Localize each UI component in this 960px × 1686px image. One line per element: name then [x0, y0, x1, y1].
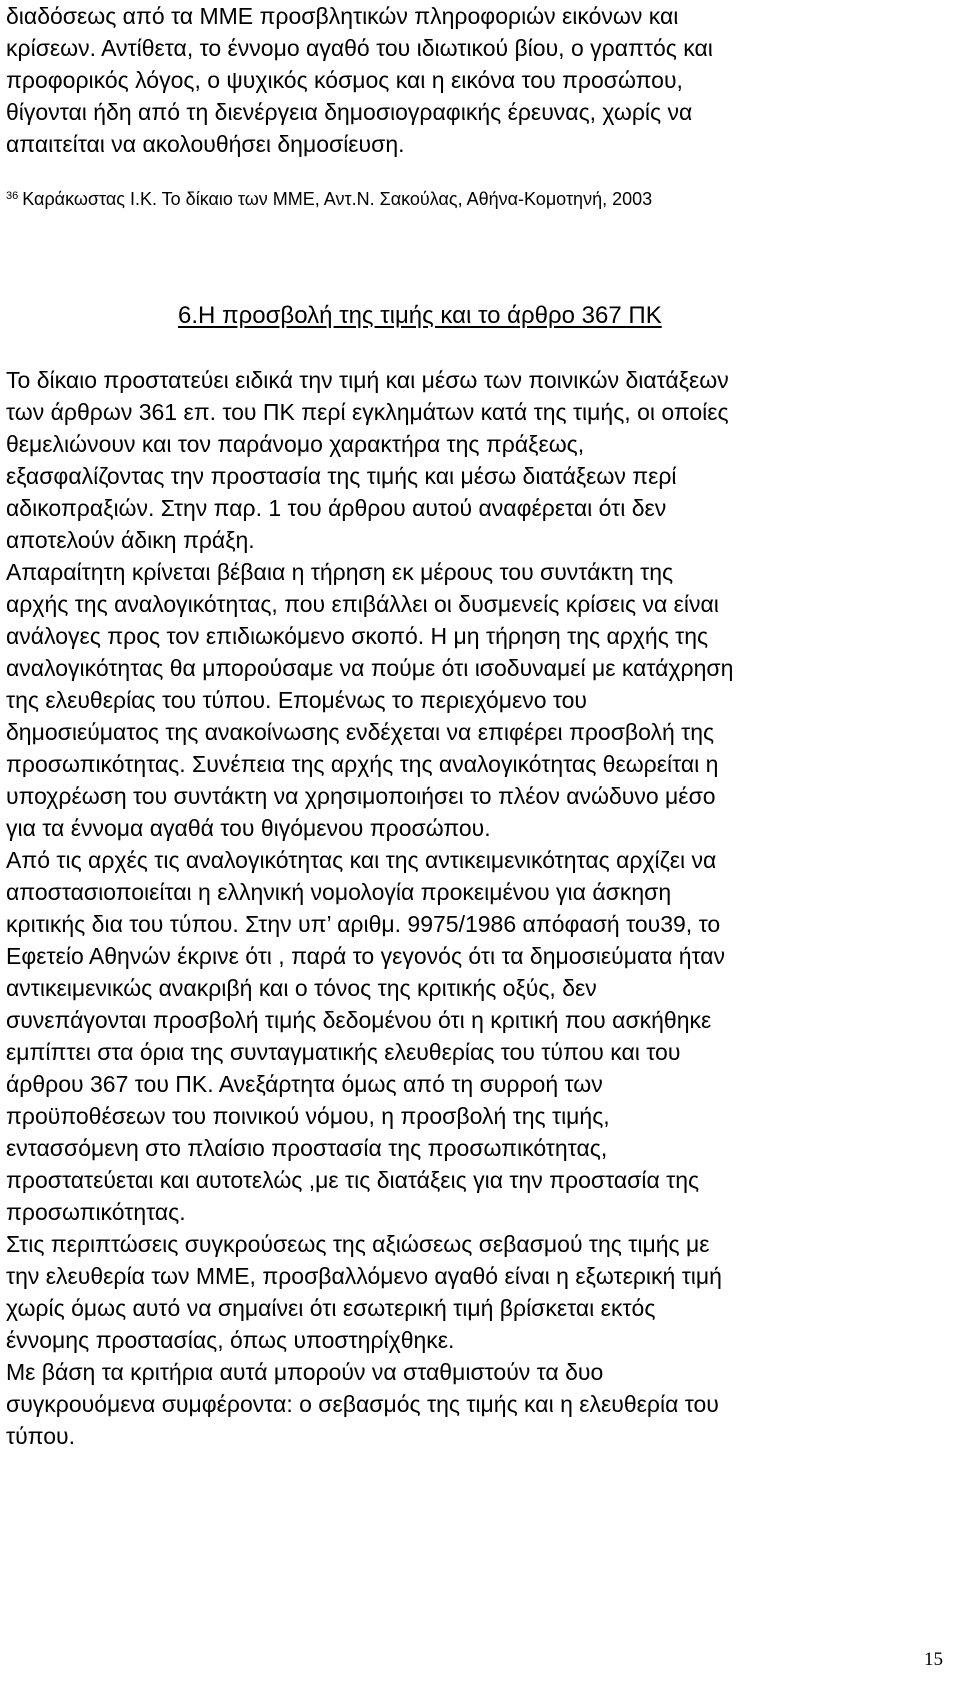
text-line: αποστασιοποιείται η ελληνική νομολογία προκειμένου για άσκηση	[6, 879, 672, 905]
text-line: προστατεύεται και αυτοτελώς ,με τις διατάξεις για την προστασία της	[6, 1167, 700, 1193]
section-heading: 6.Η προσβολή της τιμής και το άρθρο 367 ΠΚ	[178, 302, 662, 329]
text-line: προϋποθέσεων του ποινικού νόμου, η προσβολή της τιμής,	[6, 1103, 610, 1129]
text-line: αποτελούν άδικη πράξη.	[6, 527, 255, 553]
text-line: εξασφαλίζοντας την προστασία της τιμής και μέσω διατάξεων περί	[6, 463, 677, 489]
text-line: εμπίπτει στα όρια της συνταγματικής ελευθερίας του τύπου και του	[6, 1039, 681, 1065]
text-line: άρθρου 367 του ΠΚ. Ανεξάρτητα όμως από τη συρροή των	[6, 1071, 603, 1097]
text-line: της ελευθερίας του τύπου. Επομένως το περιεχόμενο του	[6, 687, 588, 713]
text-line: αναλογικότητας θα μπορούσαμε να πούμε ότι ισοδυναμεί με κατάχρηση	[6, 655, 734, 681]
text-line: συνεπάγονται προσβολή τιμής δεδομένου ότι η κριτική που ασκήθηκε	[6, 1007, 712, 1033]
text-line: ανάλογες προς τον επιδιωκόμενο σκοπό. Η μη τήρηση της αρχής της	[6, 623, 709, 649]
text-line: δημοσιεύματος της ανακοίνωσης ενδέχεται να επιφέρει προσβολή της	[6, 719, 715, 745]
footnote	[6, 186, 652, 212]
text-line: Με βάση τα κριτήρια αυτά μπορούν να σταθμιστούν τα δυο	[6, 1359, 604, 1385]
text-line: Απαραίτητη κρίνεται βέβαια η τήρηση εκ μέρους του συντάκτη της	[6, 559, 674, 585]
text-line: υποχρέωση του συντάκτη να χρησιμοποιήσει το πλέον ανώδυνο μέσο	[6, 783, 716, 809]
text-line: Στις περιπτώσεις συγκρούσεως της αξιώσεως σεβασμού της τιμής με	[6, 1231, 710, 1257]
text-line: για τα έννομα αγαθά του θιγόμενου προσώπου.	[6, 815, 491, 841]
text-line: κριτικής δια του τύπου. Στην υπ’ αριθμ. 9975/1986 απόφασή του39, το	[6, 911, 721, 937]
page-number: 15	[924, 1649, 943, 1670]
text-line: προφορικός λόγος, ο ψυχικός κόσμος και η εικόνα του προσώπου,	[6, 67, 683, 93]
text-line: συγκρουόμενα συμφέροντα: ο σεβασμός της τιμής και η ελευθερία του	[6, 1391, 719, 1417]
text-line: αδικοπραξιών. Στην παρ. 1 του άρθρου αυτού αναφέρεται ότι δεν	[6, 495, 667, 521]
text-line: τύπου.	[6, 1423, 75, 1449]
text-line: Εφετείο Αθηνών έκρινε ότι , παρά το γεγονός ότι τα δημοσιεύματα ήταν	[6, 943, 726, 969]
text-line: θίγονται ήδη από τη διενέργεια δημοσιογραφικής έρευνας, χωρίς να	[6, 99, 693, 125]
main-paragraphs	[6, 364, 733, 1452]
text-line: Το δίκαιο προστατεύει ειδικά την τιμή και μέσω των ποινικών διατάξεων	[6, 367, 729, 393]
text-line: χωρίς όμως αυτό να σημαίνει ότι εσωτερική τιμή βρίσκεται εκτός	[6, 1295, 656, 1321]
text-line: διαδόσεως από τα ΜΜΕ προσβλητικών πληροφοριών εικόνων και	[6, 3, 679, 29]
text-line: απαιτείται να ακολουθήσει δημοσίευση.	[6, 131, 405, 157]
text-line: αντικειμενικώς ανακριβή και ο τόνος της κριτικής οξύς, δεν	[6, 975, 597, 1001]
text-line: των άρθρων 361 επ. του ΠΚ περί εγκλημάτων κατά της τιμής, οι οποίες	[6, 399, 729, 425]
footnote-text: Καράκωστας Ι.Κ. Το δίκαιο των ΜΜΕ, Αντ.Ν. Σακούλας, Αθήνα-Κομοτηνή, 2003	[22, 189, 653, 209]
text-line: θεμελιώνουν και τον παράνομο χαρακτήρα της πράξεως,	[6, 431, 585, 457]
footnote-number: 36	[6, 190, 19, 202]
text-line: προσωπικότητας.	[6, 1199, 186, 1225]
document-page	[6, 0, 946, 1686]
text-line: την ελευθερία των ΜΜΕ, προσβαλλόμενο αγαθό είναι η εξωτερική τιμή	[6, 1263, 722, 1289]
text-line: έννομης προστασίας, όπως υποστηρίχθηκε.	[6, 1327, 455, 1353]
text-line: εντασσόμενη στο πλαίσιο προστασία της προσωπικότητας,	[6, 1135, 608, 1161]
text-line: προσωπικότητας. Συνέπεια της αρχής της αναλογικότητας θεωρείται η	[6, 751, 719, 777]
text-line: αρχής της αναλογικότητας, που επιβάλλει οι δυσμενείς κρίσεις να είναι	[6, 591, 719, 617]
text-line: Από τις αρχές τις αναλογικότητας και της αντικειμενικότητας αρχίζει να	[6, 847, 717, 873]
text-line: κρίσεων. Αντίθετα, το έννομο αγαθό του ιδιωτικού βίου, ο γραπτός και	[6, 35, 713, 61]
top-paragraph	[6, 0, 713, 160]
